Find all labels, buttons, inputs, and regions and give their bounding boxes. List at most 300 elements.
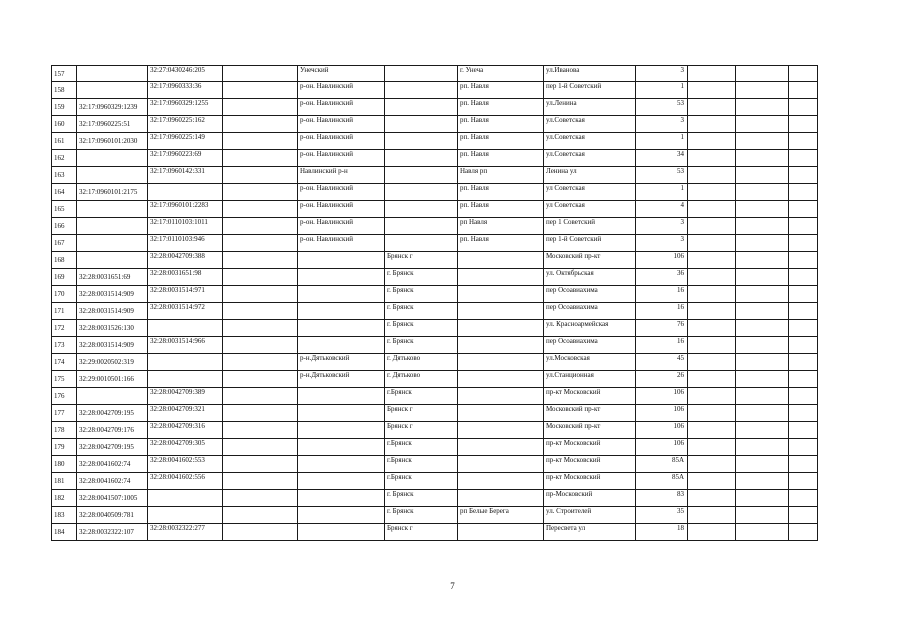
district-cell: р-он. Навлинский — [298, 235, 385, 252]
cadastral-number-cell — [77, 66, 148, 82]
row-number-cell: 160 — [52, 116, 77, 133]
blank-cell — [223, 167, 298, 184]
linked-cadastral-number-cell — [148, 490, 223, 507]
settlement-cell — [458, 422, 544, 439]
linked-cadastral-number-cell: 32:17:0960333:36 — [148, 82, 223, 99]
blank-cell — [223, 473, 298, 490]
city-cell — [385, 218, 458, 235]
settlement-cell — [458, 286, 544, 303]
extra-cell-3 — [789, 524, 818, 541]
street-cell: пр-кт Московский — [544, 473, 636, 490]
extra-cell-2 — [736, 456, 789, 473]
extra-cell-3 — [789, 303, 818, 320]
blank-cell — [223, 354, 298, 371]
district-cell — [298, 320, 385, 337]
linked-cadastral-number-cell — [148, 320, 223, 337]
district-cell: р-он. Навлинский — [298, 82, 385, 99]
extra-cell-3 — [789, 371, 818, 388]
house-number-cell: 36 — [636, 269, 688, 286]
blank-cell — [223, 201, 298, 218]
street-cell: пер 1-й Советский — [544, 82, 636, 99]
house-number-cell: 34 — [636, 150, 688, 167]
extra-cell-2 — [736, 116, 789, 133]
cadastral-number-cell: 32:28:0031514:909 — [77, 303, 148, 320]
city-cell — [385, 201, 458, 218]
linked-cadastral-number-cell: 32:17:0110103:946 — [148, 235, 223, 252]
extra-cell-3 — [789, 66, 818, 82]
extra-cell-3 — [789, 201, 818, 218]
city-cell: г. Дятьково — [385, 354, 458, 371]
row-number-cell: 157 — [52, 66, 77, 82]
street-cell: ул.Московская — [544, 354, 636, 371]
extra-cell-3 — [789, 422, 818, 439]
settlement-cell — [458, 320, 544, 337]
street-cell: ул.Ленина — [544, 99, 636, 116]
street-cell: Московский пр-кт — [544, 422, 636, 439]
city-cell — [385, 66, 458, 82]
street-cell: ул.Иванова — [544, 66, 636, 82]
street-cell: пер 1 Советский — [544, 218, 636, 235]
cadastral-number-cell: 32:28:0040509:781 — [77, 507, 148, 524]
extra-cell-1 — [688, 337, 736, 354]
district-cell — [298, 473, 385, 490]
settlement-cell: рп. Навля — [458, 235, 544, 252]
cadastral-number-cell — [77, 218, 148, 235]
blank-cell — [223, 405, 298, 422]
row-number-cell: 164 — [52, 184, 77, 201]
blank-cell — [223, 320, 298, 337]
house-number-cell: 1 — [636, 133, 688, 150]
table-row — [52, 167, 818, 184]
linked-cadastral-number-cell — [148, 354, 223, 371]
city-cell: г. Брянск — [385, 269, 458, 286]
table-row — [52, 66, 818, 82]
extra-cell-1 — [688, 99, 736, 116]
district-cell: р-он. Навлинский — [298, 99, 385, 116]
table-row — [52, 133, 818, 150]
house-number-cell: 1 — [636, 82, 688, 99]
blank-cell — [223, 235, 298, 252]
city-cell: г.Брянск — [385, 456, 458, 473]
extra-cell-3 — [789, 252, 818, 269]
street-cell: ул. Красноармейская — [544, 320, 636, 337]
table-row — [52, 286, 818, 303]
table-row — [52, 473, 818, 490]
cadastral-number-cell — [77, 252, 148, 269]
cadastral-number-cell: 32:17:0960225:51 — [77, 116, 148, 133]
extra-cell-3 — [789, 490, 818, 507]
house-number-cell: 26 — [636, 371, 688, 388]
blank-cell — [223, 252, 298, 269]
extra-cell-2 — [736, 184, 789, 201]
house-number-cell: 106 — [636, 388, 688, 405]
extra-cell-1 — [688, 252, 736, 269]
street-cell: пр-кт Московский — [544, 439, 636, 456]
settlement-cell — [458, 405, 544, 422]
settlement-cell — [458, 524, 544, 541]
table-row — [52, 269, 818, 286]
extra-cell-1 — [688, 422, 736, 439]
city-cell — [385, 184, 458, 201]
district-cell — [298, 456, 385, 473]
settlement-cell: рп. Навля — [458, 82, 544, 99]
extra-cell-1 — [688, 405, 736, 422]
extra-cell-2 — [736, 133, 789, 150]
city-cell: Брянск г — [385, 422, 458, 439]
extra-cell-2 — [736, 439, 789, 456]
blank-cell — [223, 422, 298, 439]
city-cell — [385, 82, 458, 99]
row-number-cell: 170 — [52, 286, 77, 303]
extra-cell-2 — [736, 286, 789, 303]
blank-cell — [223, 524, 298, 541]
extra-cell-3 — [789, 507, 818, 524]
district-cell — [298, 269, 385, 286]
cadastral-number-cell: 32:28:0042709:176 — [77, 422, 148, 439]
blank-cell — [223, 218, 298, 235]
registry-table-body — [52, 66, 818, 541]
settlement-cell — [458, 303, 544, 320]
row-number-cell: 182 — [52, 490, 77, 507]
blank-cell — [223, 150, 298, 167]
blank-cell — [223, 269, 298, 286]
extra-cell-3 — [789, 286, 818, 303]
settlement-cell: рп. Навля — [458, 184, 544, 201]
table-row — [52, 218, 818, 235]
district-cell: р-он. Навлинский — [298, 218, 385, 235]
linked-cadastral-number-cell: 32:28:0041602:556 — [148, 473, 223, 490]
row-number-cell: 163 — [52, 167, 77, 184]
row-number-cell: 173 — [52, 337, 77, 354]
city-cell: г. Брянск — [385, 490, 458, 507]
settlement-cell — [458, 269, 544, 286]
row-number-cell: 179 — [52, 439, 77, 456]
linked-cadastral-number-cell: 32:17:0960225:149 — [148, 133, 223, 150]
street-cell: ул.Советская — [544, 150, 636, 167]
extra-cell-1 — [688, 133, 736, 150]
settlement-cell: рп. Навля — [458, 201, 544, 218]
extra-cell-2 — [736, 524, 789, 541]
house-number-cell: 35 — [636, 507, 688, 524]
extra-cell-3 — [789, 167, 818, 184]
house-number-cell: 83 — [636, 490, 688, 507]
city-cell: г. Дятьково — [385, 371, 458, 388]
cadastral-number-cell — [77, 167, 148, 184]
table-row — [52, 422, 818, 439]
table-row — [52, 150, 818, 167]
extra-cell-3 — [789, 218, 818, 235]
settlement-cell: рп Белые Берега — [458, 507, 544, 524]
extra-cell-1 — [688, 456, 736, 473]
extra-cell-1 — [688, 167, 736, 184]
settlement-cell: рп. Навля — [458, 99, 544, 116]
district-cell — [298, 490, 385, 507]
settlement-cell — [458, 439, 544, 456]
blank-cell — [223, 184, 298, 201]
extra-cell-1 — [688, 218, 736, 235]
linked-cadastral-number-cell — [148, 184, 223, 201]
table-row — [52, 252, 818, 269]
extra-cell-3 — [789, 473, 818, 490]
blank-cell — [223, 133, 298, 150]
house-number-cell: 1 — [636, 184, 688, 201]
city-cell: г. Брянск — [385, 303, 458, 320]
district-cell — [298, 388, 385, 405]
table-row — [52, 99, 818, 116]
cadastral-number-cell — [77, 82, 148, 99]
district-cell — [298, 507, 385, 524]
settlement-cell: рп. Навля — [458, 133, 544, 150]
extra-cell-2 — [736, 490, 789, 507]
cadastral-number-cell: 32:28:0031651:69 — [77, 269, 148, 286]
extra-cell-2 — [736, 252, 789, 269]
extra-cell-2 — [736, 371, 789, 388]
cadastral-number-cell: 32:28:0032322:107 — [77, 524, 148, 541]
house-number-cell: 18 — [636, 524, 688, 541]
extra-cell-3 — [789, 354, 818, 371]
district-cell: Навлинский р-н — [298, 167, 385, 184]
extra-cell-2 — [736, 201, 789, 218]
table-row — [52, 439, 818, 456]
city-cell: Брянск г — [385, 252, 458, 269]
extra-cell-1 — [688, 473, 736, 490]
district-cell: Унечский — [298, 66, 385, 82]
table-row — [52, 507, 818, 524]
district-cell — [298, 337, 385, 354]
linked-cadastral-number-cell: 32:28:0042709:389 — [148, 388, 223, 405]
blank-cell — [223, 116, 298, 133]
row-number-cell: 167 — [52, 235, 77, 252]
settlement-cell — [458, 473, 544, 490]
row-number-cell: 175 — [52, 371, 77, 388]
table-row — [52, 235, 818, 252]
blank-cell — [223, 456, 298, 473]
cadastral-number-cell: 32:29:0020502:319 — [77, 354, 148, 371]
extra-cell-1 — [688, 303, 736, 320]
cadastral-number-cell: 32:17:0960329:1239 — [77, 99, 148, 116]
city-cell: г.Брянск — [385, 388, 458, 405]
district-cell — [298, 303, 385, 320]
extra-cell-1 — [688, 354, 736, 371]
extra-cell-1 — [688, 320, 736, 337]
cadastral-number-cell: 32:17:0960101:2175 — [77, 184, 148, 201]
extra-cell-1 — [688, 388, 736, 405]
settlement-cell — [458, 252, 544, 269]
street-cell: Московский пр-кт — [544, 405, 636, 422]
settlement-cell — [458, 388, 544, 405]
linked-cadastral-number-cell: 32:17:0110103:1011 — [148, 218, 223, 235]
table-row — [52, 388, 818, 405]
extra-cell-2 — [736, 167, 789, 184]
table-row — [52, 405, 818, 422]
extra-cell-2 — [736, 235, 789, 252]
linked-cadastral-number-cell: 32:28:0041602:553 — [148, 456, 223, 473]
district-cell: р-он. Навлинский — [298, 150, 385, 167]
row-number-cell: 159 — [52, 99, 77, 116]
extra-cell-3 — [789, 99, 818, 116]
extra-cell-2 — [736, 405, 789, 422]
settlement-cell — [458, 456, 544, 473]
extra-cell-3 — [789, 337, 818, 354]
street-cell: пер Осоавиахима — [544, 303, 636, 320]
city-cell: г. Брянск — [385, 337, 458, 354]
blank-cell — [223, 286, 298, 303]
street-cell: пр-кт Московский — [544, 388, 636, 405]
street-cell: ул.Советская — [544, 116, 636, 133]
blank-cell — [223, 337, 298, 354]
street-cell: Московский пр-кт — [544, 252, 636, 269]
extra-cell-3 — [789, 133, 818, 150]
extra-cell-2 — [736, 99, 789, 116]
extra-cell-2 — [736, 337, 789, 354]
blank-cell — [223, 303, 298, 320]
linked-cadastral-number-cell: 32:17:0960101:2283 — [148, 201, 223, 218]
city-cell: г.Брянск — [385, 473, 458, 490]
district-cell: р-он. Навлинский — [298, 184, 385, 201]
extra-cell-2 — [736, 82, 789, 99]
row-number-cell: 162 — [52, 150, 77, 167]
linked-cadastral-number-cell: 32:17:0960223:69 — [148, 150, 223, 167]
table-row — [52, 201, 818, 218]
street-cell: пер Осоавиахима — [544, 286, 636, 303]
row-number-cell: 161 — [52, 133, 77, 150]
street-cell: Ленина ул — [544, 167, 636, 184]
cadastral-number-cell — [77, 388, 148, 405]
house-number-cell: 85А — [636, 456, 688, 473]
row-number-cell: 169 — [52, 269, 77, 286]
linked-cadastral-number-cell — [148, 507, 223, 524]
extra-cell-3 — [789, 184, 818, 201]
extra-cell-1 — [688, 201, 736, 218]
linked-cadastral-number-cell: 32:28:0042709:321 — [148, 405, 223, 422]
cadastral-number-cell: 32:28:0041602:74 — [77, 456, 148, 473]
linked-cadastral-number-cell: 32:28:0031651:98 — [148, 269, 223, 286]
blank-cell — [223, 371, 298, 388]
city-cell — [385, 133, 458, 150]
city-cell — [385, 150, 458, 167]
city-cell: Брянск г — [385, 524, 458, 541]
street-cell: ул. Строителей — [544, 507, 636, 524]
linked-cadastral-number-cell: 32:28:0031514:966 — [148, 337, 223, 354]
extra-cell-2 — [736, 473, 789, 490]
settlement-cell — [458, 490, 544, 507]
city-cell: г. Брянск — [385, 507, 458, 524]
extra-cell-1 — [688, 371, 736, 388]
linked-cadastral-number-cell: 32:17:0960142:331 — [148, 167, 223, 184]
cadastral-number-cell — [77, 201, 148, 218]
table-row — [52, 456, 818, 473]
house-number-cell: 3 — [636, 116, 688, 133]
house-number-cell: 3 — [636, 235, 688, 252]
cadastral-number-cell: 32:28:0041602:74 — [77, 473, 148, 490]
table-row — [52, 371, 818, 388]
cadastral-number-cell — [77, 235, 148, 252]
linked-cadastral-number-cell: 32:17:0960225:162 — [148, 116, 223, 133]
table-row — [52, 320, 818, 337]
house-number-cell: 85А — [636, 473, 688, 490]
linked-cadastral-number-cell: 32:28:0042709:388 — [148, 252, 223, 269]
blank-cell — [223, 66, 298, 82]
row-number-cell: 166 — [52, 218, 77, 235]
extra-cell-2 — [736, 354, 789, 371]
row-number-cell: 165 — [52, 201, 77, 218]
district-cell — [298, 405, 385, 422]
page-number: 7 — [450, 581, 455, 591]
property-registry-table — [51, 65, 818, 541]
extra-cell-1 — [688, 116, 736, 133]
settlement-cell: рп. Навля — [458, 150, 544, 167]
extra-cell-2 — [736, 218, 789, 235]
table-row — [52, 337, 818, 354]
street-cell: ул.Станционная — [544, 371, 636, 388]
extra-cell-1 — [688, 507, 736, 524]
extra-cell-3 — [789, 456, 818, 473]
blank-cell — [223, 82, 298, 99]
street-cell: Пересвета ул — [544, 524, 636, 541]
table-row — [52, 524, 818, 541]
city-cell — [385, 99, 458, 116]
row-number-cell: 158 — [52, 82, 77, 99]
extra-cell-1 — [688, 524, 736, 541]
blank-cell — [223, 99, 298, 116]
city-cell: г. Брянск — [385, 286, 458, 303]
row-number-cell: 172 — [52, 320, 77, 337]
cadastral-number-cell: 32:28:0042709:195 — [77, 439, 148, 456]
table-row — [52, 82, 818, 99]
street-cell: ул. Октябрьская — [544, 269, 636, 286]
table-row — [52, 303, 818, 320]
street-cell: пр-кт Московский — [544, 456, 636, 473]
row-number-cell: 176 — [52, 388, 77, 405]
extra-cell-1 — [688, 184, 736, 201]
extra-cell-3 — [789, 269, 818, 286]
city-cell: г. Брянск — [385, 320, 458, 337]
extra-cell-2 — [736, 66, 789, 82]
cadastral-number-cell: 32:28:0031514:909 — [77, 337, 148, 354]
house-number-cell: 45 — [636, 354, 688, 371]
extra-cell-1 — [688, 286, 736, 303]
house-number-cell: 53 — [636, 167, 688, 184]
row-number-cell: 181 — [52, 473, 77, 490]
street-cell: пер Осоавиахима — [544, 337, 636, 354]
blank-cell — [223, 439, 298, 456]
district-cell — [298, 422, 385, 439]
row-number-cell: 168 — [52, 252, 77, 269]
house-number-cell: 106 — [636, 405, 688, 422]
house-number-cell: 3 — [636, 218, 688, 235]
house-number-cell: 106 — [636, 422, 688, 439]
blank-cell — [223, 507, 298, 524]
linked-cadastral-number-cell: 32:28:0032322:277 — [148, 524, 223, 541]
linked-cadastral-number-cell: 32:17:0960329:1255 — [148, 99, 223, 116]
row-number-cell: 180 — [52, 456, 77, 473]
district-cell — [298, 524, 385, 541]
house-number-cell: 16 — [636, 303, 688, 320]
cadastral-number-cell — [77, 150, 148, 167]
table-row — [52, 490, 818, 507]
house-number-cell: 4 — [636, 201, 688, 218]
city-cell: г.Брянск — [385, 439, 458, 456]
extra-cell-3 — [789, 439, 818, 456]
cadastral-number-cell: 32:28:0031514:909 — [77, 286, 148, 303]
house-number-cell: 106 — [636, 252, 688, 269]
settlement-cell: Навля рп — [458, 167, 544, 184]
row-number-cell: 171 — [52, 303, 77, 320]
linked-cadastral-number-cell: 32:28:0042709:305 — [148, 439, 223, 456]
extra-cell-3 — [789, 405, 818, 422]
settlement-cell: рп Навля — [458, 218, 544, 235]
district-cell — [298, 286, 385, 303]
